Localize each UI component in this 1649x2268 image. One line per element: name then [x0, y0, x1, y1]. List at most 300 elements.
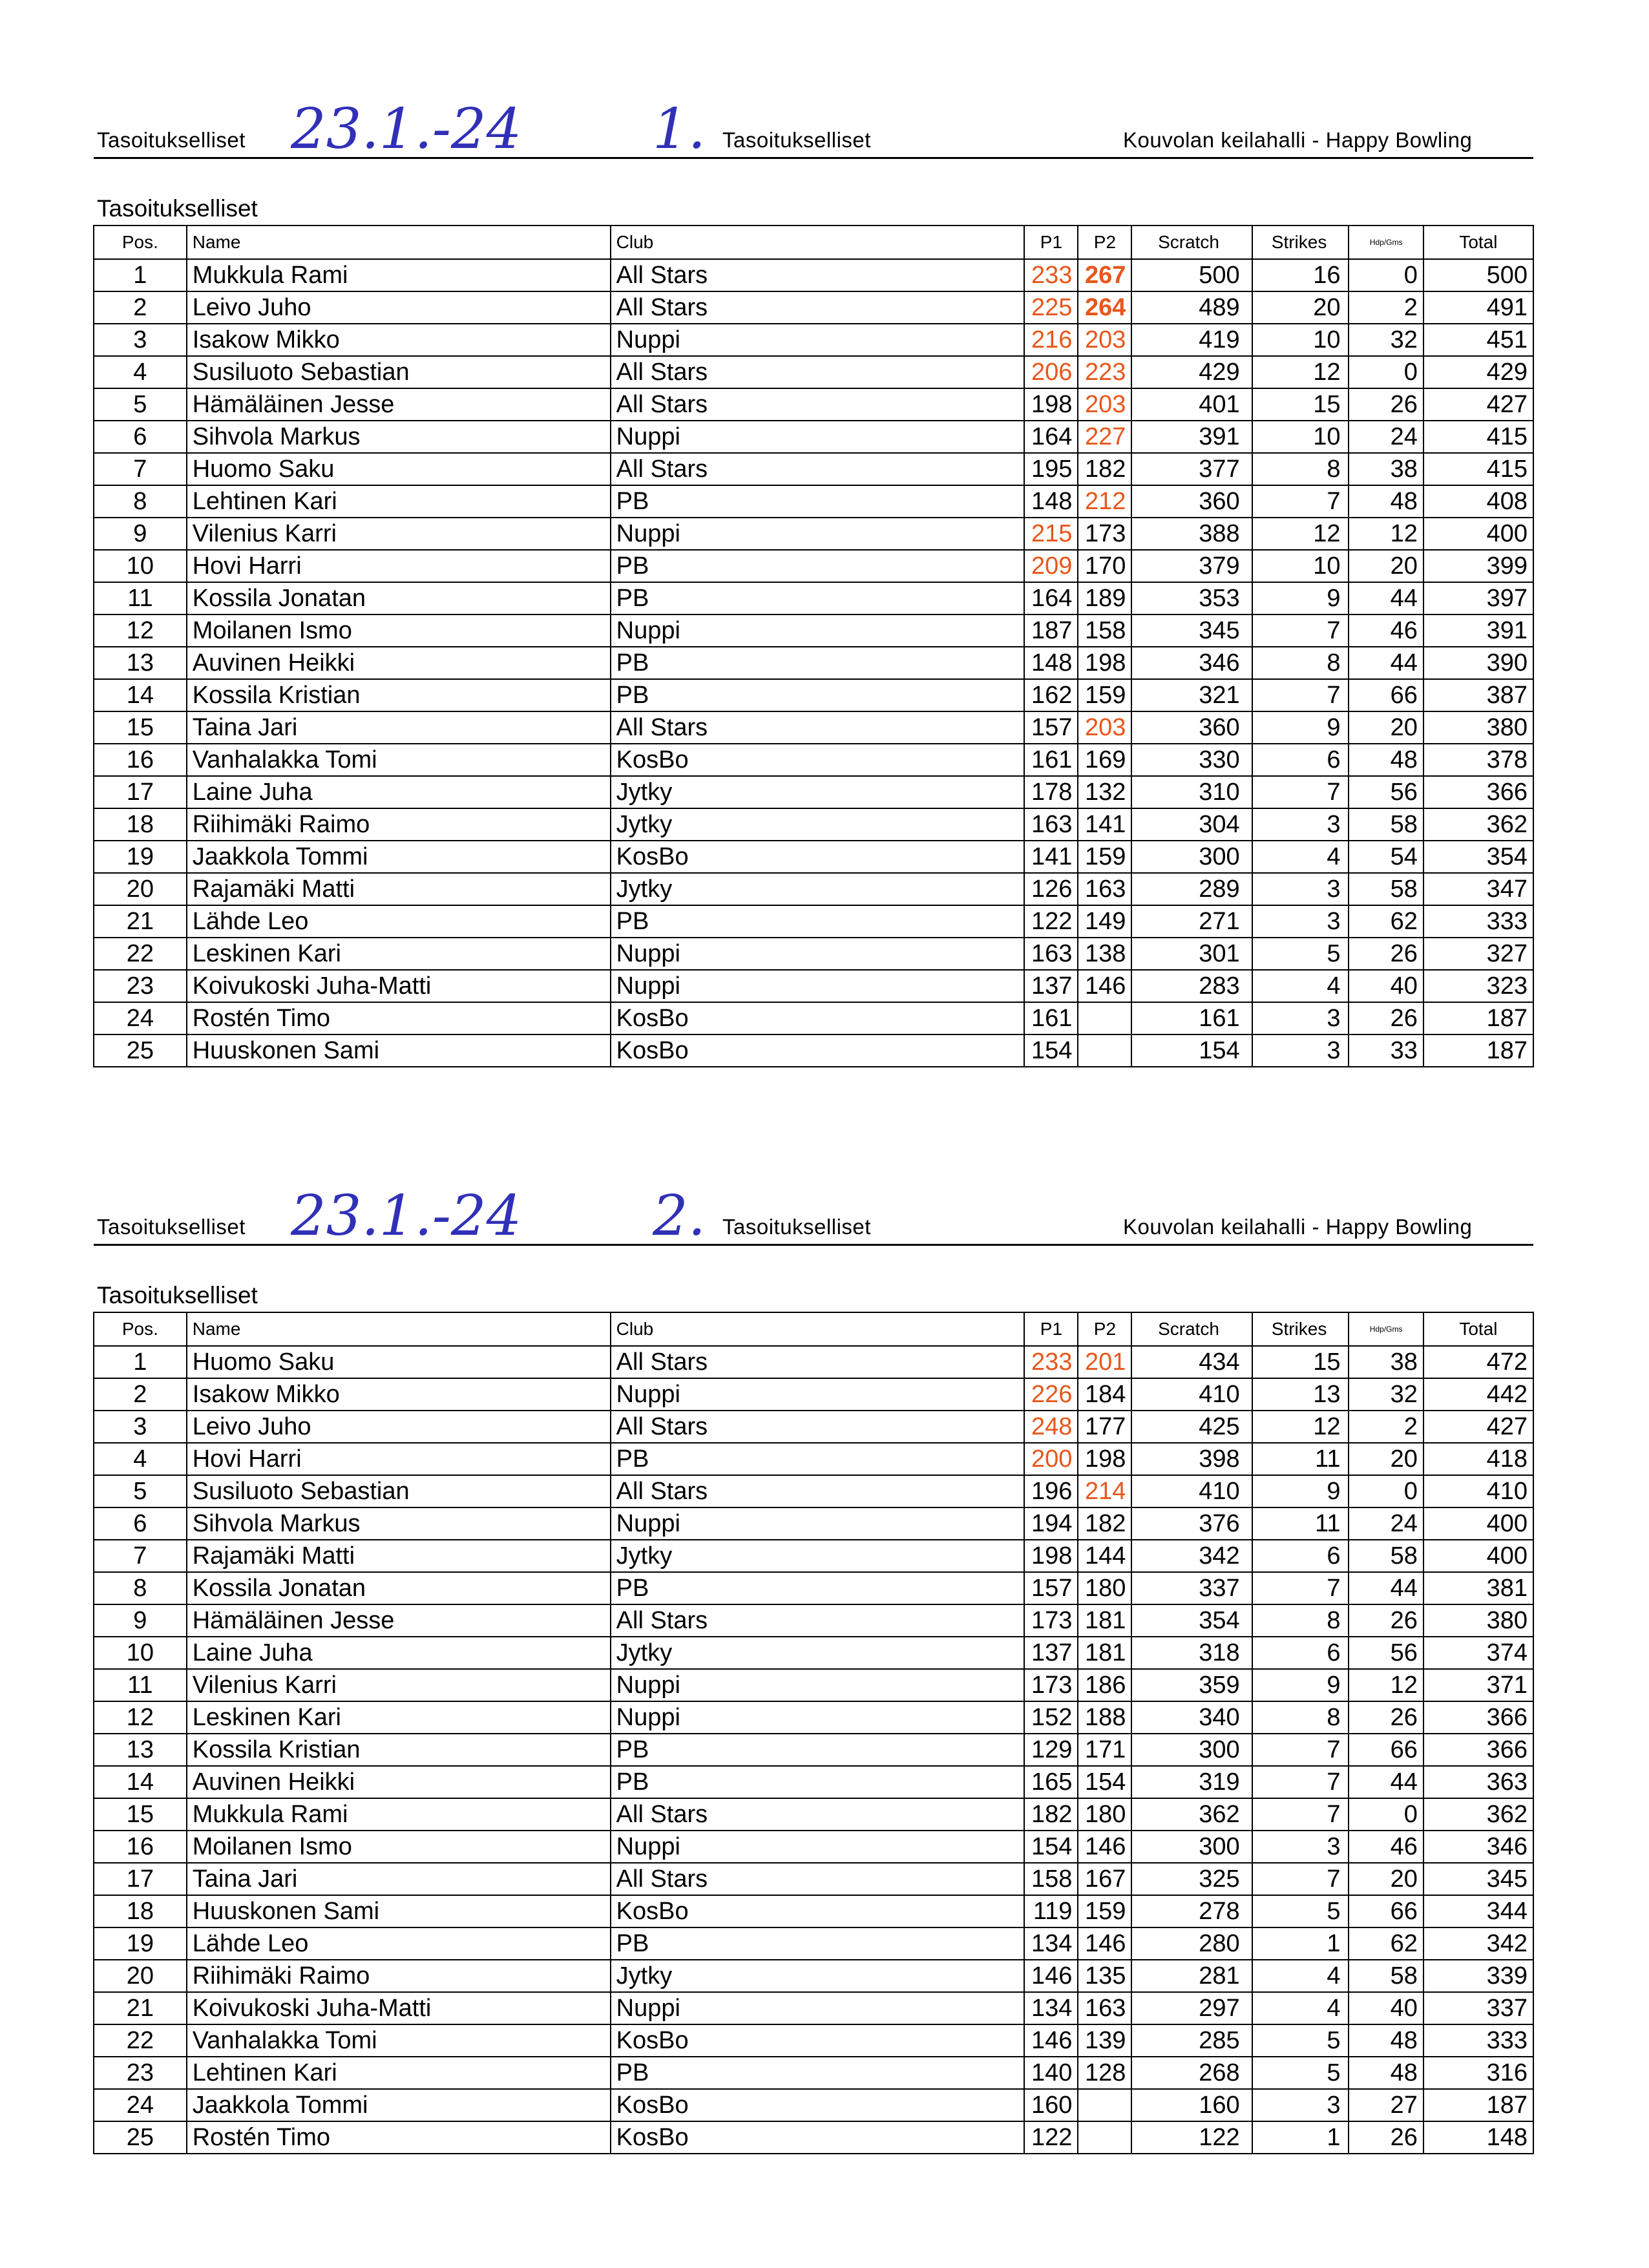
- total-cell: 427: [1423, 388, 1533, 421]
- scratch-cell: 410: [1131, 1475, 1252, 1507]
- hdp-cell: 20: [1349, 1863, 1423, 1895]
- p2-cell: 212: [1078, 485, 1131, 518]
- club-cell: KosBo: [611, 2121, 1025, 2154]
- pos-cell: 25: [94, 2121, 187, 2154]
- name-cell: Lehtinen Kari: [187, 485, 611, 518]
- strikes-cell: 15: [1252, 388, 1349, 421]
- name-cell: Moilanen Ismo: [187, 1831, 611, 1863]
- header-left: Tasoitukselliset: [97, 1215, 246, 1239]
- p1-cell: 119: [1024, 1895, 1078, 1927]
- results-table-2: [93, 1312, 1534, 2154]
- pos-cell: 1: [94, 259, 187, 291]
- p1-cell: 152: [1024, 1701, 1078, 1734]
- hdp-cell: 66: [1349, 1734, 1423, 1766]
- total-cell: 408: [1423, 485, 1533, 518]
- pos-cell: 15: [94, 711, 187, 744]
- table-row: [94, 1034, 1533, 1067]
- club-cell: All Stars: [611, 388, 1025, 421]
- pos-cell: 5: [94, 1475, 187, 1507]
- pos-cell: 14: [94, 1766, 187, 1798]
- strikes-cell: 6: [1252, 1540, 1349, 1572]
- p1-cell: 178: [1024, 776, 1078, 808]
- pos-cell: 23: [94, 2057, 187, 2089]
- scratch-cell: 425: [1131, 1411, 1252, 1443]
- scratch-cell: 300: [1131, 1831, 1252, 1863]
- table-row: [94, 970, 1533, 1002]
- name-cell: Huomo Saku: [187, 453, 611, 485]
- hdp-cell: 58: [1349, 1960, 1423, 1992]
- total-cell: 415: [1423, 421, 1533, 453]
- strikes-cell: 3: [1252, 1831, 1349, 1863]
- name-cell: Taina Jari: [187, 1863, 611, 1895]
- pos-cell: 6: [94, 1507, 187, 1540]
- name-cell: Riihimäki Raimo: [187, 1960, 611, 1992]
- hdp-cell: 26: [1349, 1701, 1423, 1734]
- pos-cell: 19: [94, 841, 187, 873]
- total-cell: 148: [1423, 2121, 1533, 2154]
- scratch-cell: 271: [1131, 905, 1252, 938]
- p1-cell: 160: [1024, 2089, 1078, 2121]
- p2-cell: 154: [1078, 1766, 1131, 1798]
- club-cell: Nuppi: [611, 1831, 1025, 1863]
- name-cell: Susiluoto Sebastian: [187, 1475, 611, 1507]
- col-club: Club: [611, 1312, 1025, 1346]
- p2-cell: [1078, 2089, 1131, 2121]
- club-cell: Nuppi: [611, 324, 1025, 356]
- name-cell: Kossila Kristian: [187, 1734, 611, 1766]
- name-cell: Rostén Timo: [187, 1002, 611, 1034]
- club-cell: Jytky: [611, 776, 1025, 808]
- club-cell: Jytky: [611, 873, 1025, 905]
- scratch-cell: 154: [1131, 1034, 1252, 1067]
- hdp-cell: 66: [1349, 1895, 1423, 1927]
- p1-cell: 216: [1024, 324, 1078, 356]
- name-cell: Hovi Harri: [187, 550, 611, 582]
- col-hdp: Hdp/Gms: [1349, 226, 1423, 259]
- p2-cell: 201: [1078, 1346, 1131, 1378]
- strikes-cell: 3: [1252, 2089, 1349, 2121]
- pos-cell: 19: [94, 1927, 187, 1960]
- hdp-cell: 0: [1349, 1475, 1423, 1507]
- table-row: [94, 1734, 1533, 1766]
- total-cell: 374: [1423, 1637, 1533, 1669]
- hdp-cell: 26: [1349, 938, 1423, 970]
- p2-cell: 227: [1078, 421, 1131, 453]
- p2-cell: 163: [1078, 873, 1131, 905]
- col-strikes: Strikes: [1252, 1312, 1349, 1346]
- table-row: [94, 1960, 1533, 1992]
- col-scratch: Scratch: [1131, 226, 1252, 259]
- club-cell: All Stars: [611, 259, 1025, 291]
- total-cell: 491: [1423, 291, 1533, 324]
- header-center: Tasoitukselliset: [722, 1215, 871, 1239]
- total-cell: 362: [1423, 808, 1533, 841]
- club-cell: All Stars: [611, 291, 1025, 324]
- p1-cell: 164: [1024, 421, 1078, 453]
- p2-cell: 139: [1078, 2024, 1131, 2057]
- p2-cell: 146: [1078, 1831, 1131, 1863]
- pos-cell: 16: [94, 1831, 187, 1863]
- hdp-cell: 48: [1349, 485, 1423, 518]
- p2-cell: 159: [1078, 679, 1131, 711]
- strikes-cell: 1: [1252, 1927, 1349, 1960]
- hdp-cell: 44: [1349, 1766, 1423, 1798]
- hdp-cell: 44: [1349, 647, 1423, 679]
- name-cell: Hovi Harri: [187, 1443, 611, 1475]
- scratch-cell: 391: [1131, 421, 1252, 453]
- table-header-row: [94, 226, 1533, 259]
- results-table-1: [93, 225, 1534, 1067]
- col-total: Total: [1423, 1312, 1533, 1346]
- header-right: Kouvolan keilahalli - Happy Bowling: [1123, 1215, 1473, 1239]
- name-cell: Koivukoski Juha-Matti: [187, 970, 611, 1002]
- strikes-cell: 15: [1252, 1346, 1349, 1378]
- name-cell: Leskinen Kari: [187, 1701, 611, 1734]
- hdp-cell: 26: [1349, 388, 1423, 421]
- pos-cell: 22: [94, 2024, 187, 2057]
- pos-cell: 4: [94, 1443, 187, 1475]
- club-cell: Nuppi: [611, 1992, 1025, 2024]
- p2-cell: 184: [1078, 1378, 1131, 1411]
- table-row: [94, 873, 1533, 905]
- total-cell: 316: [1423, 2057, 1533, 2089]
- p2-cell: 180: [1078, 1572, 1131, 1604]
- total-cell: 342: [1423, 1927, 1533, 1960]
- club-cell: All Stars: [611, 711, 1025, 744]
- club-cell: KosBo: [611, 2089, 1025, 2121]
- pos-cell: 23: [94, 970, 187, 1002]
- club-cell: Nuppi: [611, 970, 1025, 1002]
- hdp-cell: 40: [1349, 970, 1423, 1002]
- table-row: [94, 1927, 1533, 1960]
- table-row: [94, 1669, 1533, 1701]
- scratch-cell: 353: [1131, 582, 1252, 614]
- p2-cell: 132: [1078, 776, 1131, 808]
- scratch-cell: 429: [1131, 356, 1252, 388]
- pos-cell: 12: [94, 1701, 187, 1734]
- club-cell: KosBo: [611, 841, 1025, 873]
- name-cell: Auvinen Heikki: [187, 647, 611, 679]
- name-cell: Hämäläinen Jesse: [187, 388, 611, 421]
- total-cell: 451: [1423, 324, 1533, 356]
- name-cell: Riihimäki Raimo: [187, 808, 611, 841]
- name-cell: Lähde Leo: [187, 905, 611, 938]
- name-cell: Jaakkola Tommi: [187, 2089, 611, 2121]
- scratch-cell: 346: [1131, 647, 1252, 679]
- header-right: Kouvolan keilahalli - Happy Bowling: [1123, 128, 1473, 152]
- p1-cell: 154: [1024, 1034, 1078, 1067]
- scratch-cell: 500: [1131, 259, 1252, 291]
- table-row: [94, 614, 1533, 647]
- hdp-cell: 32: [1349, 1378, 1423, 1411]
- total-cell: 187: [1423, 1002, 1533, 1034]
- total-cell: 427: [1423, 1411, 1533, 1443]
- handwritten-date: 23.1.-24: [291, 97, 522, 162]
- name-cell: Mukkula Rami: [187, 259, 611, 291]
- p1-cell: 148: [1024, 485, 1078, 518]
- pos-cell: 21: [94, 1992, 187, 2024]
- p2-cell: 169: [1078, 744, 1131, 776]
- scratch-cell: 161: [1131, 1002, 1252, 1034]
- scratch-cell: 342: [1131, 1540, 1252, 1572]
- strikes-cell: 6: [1252, 1637, 1349, 1669]
- pos-cell: 13: [94, 647, 187, 679]
- p1-cell: 248: [1024, 1411, 1078, 1443]
- club-cell: All Stars: [611, 1475, 1025, 1507]
- table-subtitle: Tasoitukselliset: [97, 195, 258, 222]
- p1-cell: 233: [1024, 1346, 1078, 1378]
- p2-cell: 203: [1078, 324, 1131, 356]
- hdp-cell: 66: [1349, 679, 1423, 711]
- p2-cell: 144: [1078, 1540, 1131, 1572]
- hdp-cell: 20: [1349, 711, 1423, 744]
- pos-cell: 14: [94, 679, 187, 711]
- club-cell: KosBo: [611, 1895, 1025, 1927]
- name-cell: Vilenius Karri: [187, 518, 611, 550]
- scratch-cell: 398: [1131, 1443, 1252, 1475]
- hdp-cell: 24: [1349, 1507, 1423, 1540]
- p2-cell: 170: [1078, 550, 1131, 582]
- p1-cell: 141: [1024, 841, 1078, 873]
- p2-cell: 203: [1078, 388, 1131, 421]
- col-total: Total: [1423, 226, 1533, 259]
- p2-cell: 158: [1078, 614, 1131, 647]
- hdp-cell: 46: [1349, 614, 1423, 647]
- name-cell: Sihvola Markus: [187, 1507, 611, 1540]
- p1-cell: 165: [1024, 1766, 1078, 1798]
- strikes-cell: 20: [1252, 291, 1349, 324]
- p2-cell: 128: [1078, 2057, 1131, 2089]
- total-cell: 339: [1423, 1960, 1533, 1992]
- total-cell: 323: [1423, 970, 1533, 1002]
- p2-cell: 167: [1078, 1863, 1131, 1895]
- p1-cell: 161: [1024, 1002, 1078, 1034]
- scratch-cell: 268: [1131, 2057, 1252, 2089]
- strikes-cell: 5: [1252, 2057, 1349, 2089]
- pos-cell: 20: [94, 1960, 187, 1992]
- pos-cell: 6: [94, 421, 187, 453]
- p1-cell: 198: [1024, 1540, 1078, 1572]
- scratch-cell: 379: [1131, 550, 1252, 582]
- table-row: [94, 647, 1533, 679]
- strikes-cell: 7: [1252, 1572, 1349, 1604]
- name-cell: Auvinen Heikki: [187, 1766, 611, 1798]
- pos-cell: 1: [94, 1346, 187, 1378]
- table-row: [94, 679, 1533, 711]
- scratch-cell: 278: [1131, 1895, 1252, 1927]
- name-cell: Sihvola Markus: [187, 421, 611, 453]
- p1-cell: 173: [1024, 1669, 1078, 1701]
- hdp-cell: 54: [1349, 841, 1423, 873]
- table-row: [94, 259, 1533, 291]
- strikes-cell: 4: [1252, 1992, 1349, 2024]
- scratch-cell: 401: [1131, 388, 1252, 421]
- name-cell: Rostén Timo: [187, 2121, 611, 2154]
- p2-cell: 177: [1078, 1411, 1131, 1443]
- club-cell: Nuppi: [611, 1507, 1025, 1540]
- total-cell: 381: [1423, 1572, 1533, 1604]
- p1-cell: 163: [1024, 938, 1078, 970]
- p1-cell: 200: [1024, 1443, 1078, 1475]
- strikes-cell: 7: [1252, 614, 1349, 647]
- p1-cell: 182: [1024, 1798, 1078, 1831]
- total-cell: 346: [1423, 1831, 1533, 1863]
- strikes-cell: 5: [1252, 2024, 1349, 2057]
- strikes-cell: 12: [1252, 1411, 1349, 1443]
- hdp-cell: 58: [1349, 873, 1423, 905]
- name-cell: Leivo Juho: [187, 1411, 611, 1443]
- strikes-cell: 8: [1252, 453, 1349, 485]
- hdp-cell: 12: [1349, 518, 1423, 550]
- club-cell: Nuppi: [611, 1669, 1025, 1701]
- name-cell: Mukkula Rami: [187, 1798, 611, 1831]
- scratch-cell: 337: [1131, 1572, 1252, 1604]
- table-row: [94, 1507, 1533, 1540]
- p1-cell: 137: [1024, 1637, 1078, 1669]
- col-club: Club: [611, 226, 1025, 259]
- pos-cell: 2: [94, 291, 187, 324]
- table-row: [94, 421, 1533, 453]
- hdp-cell: 26: [1349, 2121, 1423, 2154]
- table-row: [94, 1346, 1533, 1378]
- p1-cell: 129: [1024, 1734, 1078, 1766]
- handwritten-date: 23.1.-24: [291, 1184, 522, 1248]
- p2-cell: 173: [1078, 518, 1131, 550]
- name-cell: Laine Juha: [187, 776, 611, 808]
- strikes-cell: 8: [1252, 647, 1349, 679]
- name-cell: Huuskonen Sami: [187, 1895, 611, 1927]
- pos-cell: 4: [94, 356, 187, 388]
- total-cell: 366: [1423, 776, 1533, 808]
- p2-cell: 159: [1078, 841, 1131, 873]
- strikes-cell: 8: [1252, 1701, 1349, 1734]
- p2-cell: 181: [1078, 1637, 1131, 1669]
- strikes-cell: 10: [1252, 324, 1349, 356]
- hdp-cell: 26: [1349, 1002, 1423, 1034]
- strikes-cell: 4: [1252, 970, 1349, 1002]
- total-cell: 400: [1423, 518, 1533, 550]
- strikes-cell: 4: [1252, 1960, 1349, 1992]
- club-cell: Nuppi: [611, 614, 1025, 647]
- scratch-cell: 345: [1131, 614, 1252, 647]
- p1-cell: 163: [1024, 808, 1078, 841]
- name-cell: Kossila Jonatan: [187, 1572, 611, 1604]
- table-row: [94, 550, 1533, 582]
- total-cell: 363: [1423, 1766, 1533, 1798]
- col-name: Name: [187, 1312, 611, 1346]
- pos-cell: 24: [94, 1002, 187, 1034]
- total-cell: 500: [1423, 259, 1533, 291]
- pos-cell: 15: [94, 1798, 187, 1831]
- table-header-row: [94, 1312, 1533, 1346]
- pos-cell: 8: [94, 485, 187, 518]
- strikes-cell: 11: [1252, 1443, 1349, 1475]
- club-cell: All Stars: [611, 1604, 1025, 1637]
- pos-cell: 10: [94, 1637, 187, 1669]
- total-cell: 400: [1423, 1540, 1533, 1572]
- scratch-cell: 301: [1131, 938, 1252, 970]
- strikes-cell: 16: [1252, 259, 1349, 291]
- p1-cell: 226: [1024, 1378, 1078, 1411]
- table-row: [94, 1378, 1533, 1411]
- total-cell: 380: [1423, 1604, 1533, 1637]
- table-row: [94, 1475, 1533, 1507]
- scratch-cell: 300: [1131, 841, 1252, 873]
- table-body: [94, 1346, 1533, 2154]
- strikes-cell: 3: [1252, 808, 1349, 841]
- strikes-cell: 6: [1252, 744, 1349, 776]
- p2-cell: 149: [1078, 905, 1131, 938]
- table-row: [94, 1637, 1533, 1669]
- scratch-cell: 122: [1131, 2121, 1252, 2154]
- p1-cell: 122: [1024, 2121, 1078, 2154]
- scratch-cell: 310: [1131, 776, 1252, 808]
- strikes-cell: 10: [1252, 421, 1349, 453]
- pos-cell: 16: [94, 744, 187, 776]
- table-row: [94, 485, 1533, 518]
- hdp-cell: 0: [1349, 259, 1423, 291]
- total-cell: 333: [1423, 905, 1533, 938]
- club-cell: PB: [611, 1927, 1025, 1960]
- strikes-cell: 9: [1252, 1669, 1349, 1701]
- col-pos: Pos.: [94, 226, 187, 259]
- p2-cell: 171: [1078, 1734, 1131, 1766]
- table-row: [94, 1992, 1533, 2024]
- total-cell: 345: [1423, 1863, 1533, 1895]
- table-row: [94, 2089, 1533, 2121]
- p1-cell: 187: [1024, 614, 1078, 647]
- name-cell: Vanhalakka Tomi: [187, 744, 611, 776]
- total-cell: 418: [1423, 1443, 1533, 1475]
- table-row: [94, 582, 1533, 614]
- name-cell: Taina Jari: [187, 711, 611, 744]
- club-cell: All Stars: [611, 1863, 1025, 1895]
- p1-cell: 158: [1024, 1863, 1078, 1895]
- col-name: Name: [187, 226, 611, 259]
- pos-cell: 12: [94, 614, 187, 647]
- name-cell: Lähde Leo: [187, 1927, 611, 1960]
- total-cell: 187: [1423, 1034, 1533, 1067]
- hdp-cell: 24: [1349, 421, 1423, 453]
- scratch-cell: 283: [1131, 970, 1252, 1002]
- name-cell: Kossila Kristian: [187, 679, 611, 711]
- strikes-cell: 11: [1252, 1507, 1349, 1540]
- club-cell: PB: [611, 2057, 1025, 2089]
- scratch-cell: 330: [1131, 744, 1252, 776]
- strikes-cell: 9: [1252, 1475, 1349, 1507]
- pos-cell: 17: [94, 1863, 187, 1895]
- p1-cell: 146: [1024, 1960, 1078, 1992]
- p1-cell: 206: [1024, 356, 1078, 388]
- p1-cell: 164: [1024, 582, 1078, 614]
- club-cell: KosBo: [611, 1034, 1025, 1067]
- p1-cell: 209: [1024, 550, 1078, 582]
- table-row: [94, 1540, 1533, 1572]
- p1-cell: 233: [1024, 259, 1078, 291]
- club-cell: PB: [611, 550, 1025, 582]
- total-cell: 391: [1423, 614, 1533, 647]
- table-row: [94, 1604, 1533, 1637]
- strikes-cell: 9: [1252, 711, 1349, 744]
- hdp-cell: 46: [1349, 1831, 1423, 1863]
- table-row: [94, 744, 1533, 776]
- club-cell: PB: [611, 485, 1025, 518]
- club-cell: All Stars: [611, 1798, 1025, 1831]
- p1-cell: 146: [1024, 2024, 1078, 2057]
- scratch-cell: 388: [1131, 518, 1252, 550]
- strikes-cell: 7: [1252, 1798, 1349, 1831]
- strikes-cell: 5: [1252, 938, 1349, 970]
